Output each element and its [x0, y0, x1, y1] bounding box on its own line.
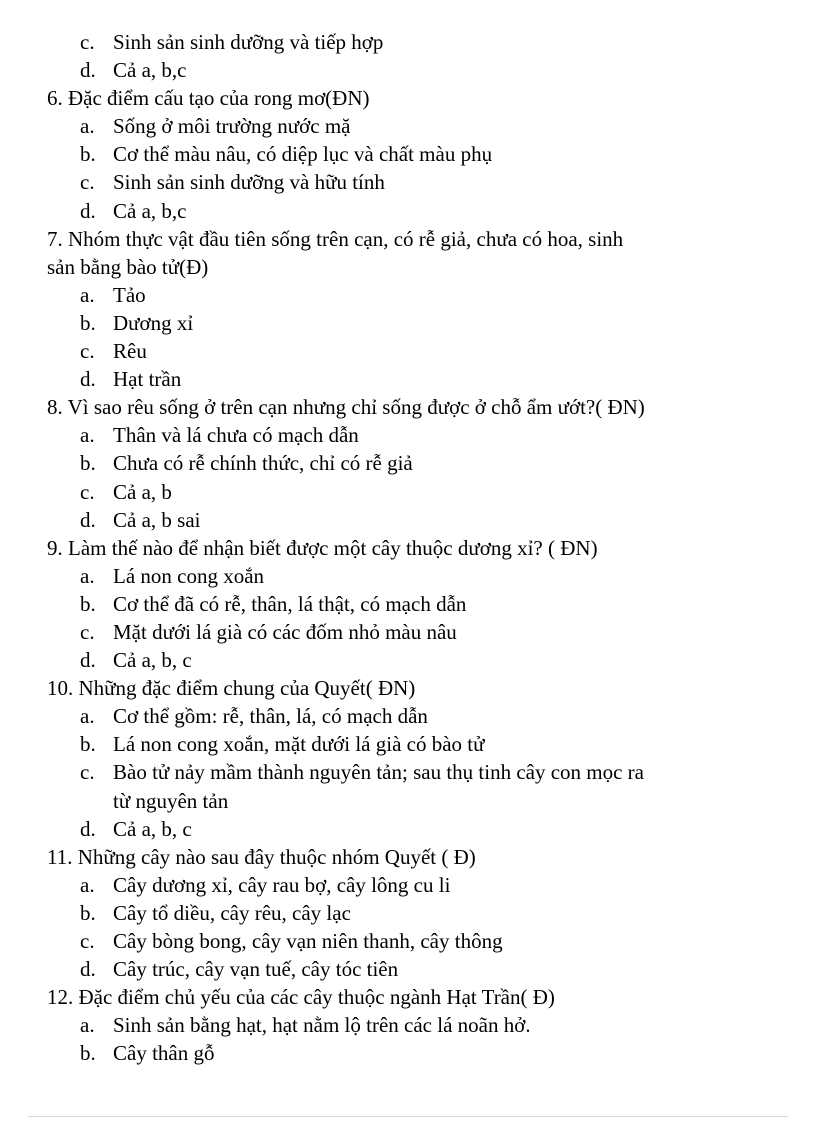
answer-option	[0, 927, 816, 955]
option-text: Cơ thể đã có rễ, thân, lá thật, có mạch dẫn	[113, 591, 467, 616]
option-text: Cây dương xỉ, cây rau bợ, cây lông cu li	[113, 872, 451, 897]
question-text: 6. Đặc điểm cấu tạo của rong mơ(ĐN)	[47, 86, 370, 111]
option-text: Cây bòng bong, cây vạn niên thanh, cây thông	[113, 929, 503, 953]
question-text: 8. Vì sao rêu sống ở trên cạn nhưng chỉ sống được ở chỗ ẩm ướt?( ĐN)	[47, 395, 645, 420]
option-text: Cơ thể màu nâu, có diệp lục và chất màu phụ	[113, 142, 493, 167]
option-letter: c.	[80, 760, 95, 785]
answer-option	[0, 562, 816, 590]
answer-option	[0, 421, 816, 449]
document-page	[0, 28, 816, 1067]
question-text: 12. Đặc điểm chủ yếu của các cây thuộc ngành Hạt Trần( Đ)	[47, 985, 555, 1010]
option-letter: b.	[80, 310, 96, 335]
option-letter: a.	[80, 704, 95, 729]
option-text: Cả a, b,c	[113, 58, 187, 83]
answer-option	[0, 56, 816, 84]
option-text: Cây tổ diều, cây rêu, cây lạc	[113, 900, 351, 925]
option-letter: c.	[80, 30, 95, 54]
question-text: 11. Những cây nào sau đây thuộc nhóm Quyết ( Đ)	[47, 844, 476, 869]
answer-option	[0, 197, 816, 225]
option-text: Cả a, b,c	[113, 198, 187, 223]
option-letter: b.	[80, 142, 96, 167]
option-text-continued: từ nguyên tản	[113, 788, 229, 813]
answer-option	[0, 646, 816, 674]
answer-option	[0, 899, 816, 927]
answer-option	[0, 758, 816, 786]
option-text: Sinh sản sinh dưỡng và hữu tính	[113, 170, 385, 195]
answer-option	[0, 1039, 816, 1067]
answer-option	[0, 281, 816, 309]
answer-option	[0, 590, 816, 618]
answer-option	[0, 871, 816, 899]
option-text: Dương xỉ	[113, 310, 194, 335]
option-letter: a.	[80, 114, 95, 139]
option-letter: d.	[80, 58, 96, 83]
answer-option	[0, 28, 816, 56]
answer-option	[0, 702, 816, 730]
option-text: Mặt dưới lá già có các đốm nhỏ màu nâu	[113, 619, 457, 644]
option-letter: d.	[80, 648, 96, 673]
option-letter: c.	[80, 170, 95, 195]
answer-option	[0, 112, 816, 140]
answer-option	[0, 140, 816, 168]
answer-option	[0, 337, 816, 365]
option-letter: b.	[80, 900, 96, 925]
option-letter: c.	[80, 929, 95, 953]
answer-option	[0, 478, 816, 506]
option-letter: c.	[80, 479, 95, 504]
option-letter: d.	[80, 367, 96, 392]
option-letter: c.	[80, 339, 95, 364]
option-letter: a.	[80, 563, 95, 588]
option-text: Lá non cong xoắn, mặt dưới lá già có bào tử	[113, 732, 485, 757]
option-text: Bào tử nảy mầm thành nguyên tản; sau thụ tinh cây con mọc ra	[113, 760, 644, 785]
option-letter: d.	[80, 816, 96, 841]
option-text: Sống ở môi trường nước mặ	[113, 114, 351, 139]
option-letter: b.	[80, 591, 96, 616]
option-text: Sinh sản sinh dưỡng và tiếp hợp	[113, 30, 384, 54]
question-text: 7. Nhóm thực vật đầu tiên sống trên cạn, có rễ giả, chưa có hoa, sinh	[47, 226, 624, 251]
option-letter: d.	[80, 957, 96, 982]
answer-option	[0, 730, 816, 758]
option-text: Sinh sản bằng hạt, hạt nằm lộ trên các lá noãn hở.	[113, 1013, 531, 1038]
option-text: Cây trúc, cây vạn tuế, cây tóc tiên	[113, 957, 399, 982]
option-text: Cả a, b	[113, 479, 172, 504]
option-text: Hạt trần	[113, 367, 182, 392]
answer-option	[0, 365, 816, 393]
option-letter: a.	[80, 872, 95, 897]
option-text: Cơ thể gồm: rễ, thân, lá, có mạch dẫn	[113, 704, 428, 729]
option-letter: d.	[80, 507, 96, 532]
answer-option	[0, 618, 816, 646]
option-text: Tảo	[113, 282, 146, 307]
question-text: 10. Những đặc điểm chung của Quyết( ĐN)	[47, 676, 416, 701]
option-text: Thân và lá chưa có mạch dẫn	[113, 423, 359, 448]
option-letter: b.	[80, 451, 96, 476]
page-bottom-rule	[28, 1116, 788, 1117]
option-text: Chưa có rễ chính thức, chỉ có rễ giả	[113, 451, 413, 476]
option-letter: c.	[80, 619, 95, 644]
answer-option	[0, 815, 816, 843]
answer-option	[0, 449, 816, 477]
answer-option	[0, 168, 816, 196]
question-text: sản bằng bào tử(Đ)	[47, 254, 209, 279]
answer-option	[0, 955, 816, 983]
option-letter: a.	[80, 423, 95, 448]
option-letter: a.	[80, 282, 95, 307]
option-letter: a.	[80, 1013, 95, 1038]
question-text: 9. Làm thế nào để nhận biết được một cây thuộc dương xỉ? ( ĐN)	[47, 535, 598, 560]
answer-option	[0, 309, 816, 337]
option-letter: b.	[80, 732, 96, 757]
option-text: Rêu	[113, 339, 147, 364]
option-text: Lá non cong xoắn	[113, 563, 265, 588]
option-text: Cả a, b sai	[113, 507, 201, 532]
option-letter: b.	[80, 1041, 96, 1066]
option-text: Cây thân gỗ	[113, 1041, 215, 1066]
option-text: Cả a, b, c	[113, 648, 192, 673]
answer-option	[0, 506, 816, 534]
option-letter: d.	[80, 198, 96, 223]
option-text: Cả a, b, c	[113, 816, 192, 841]
answer-option	[0, 1011, 816, 1039]
